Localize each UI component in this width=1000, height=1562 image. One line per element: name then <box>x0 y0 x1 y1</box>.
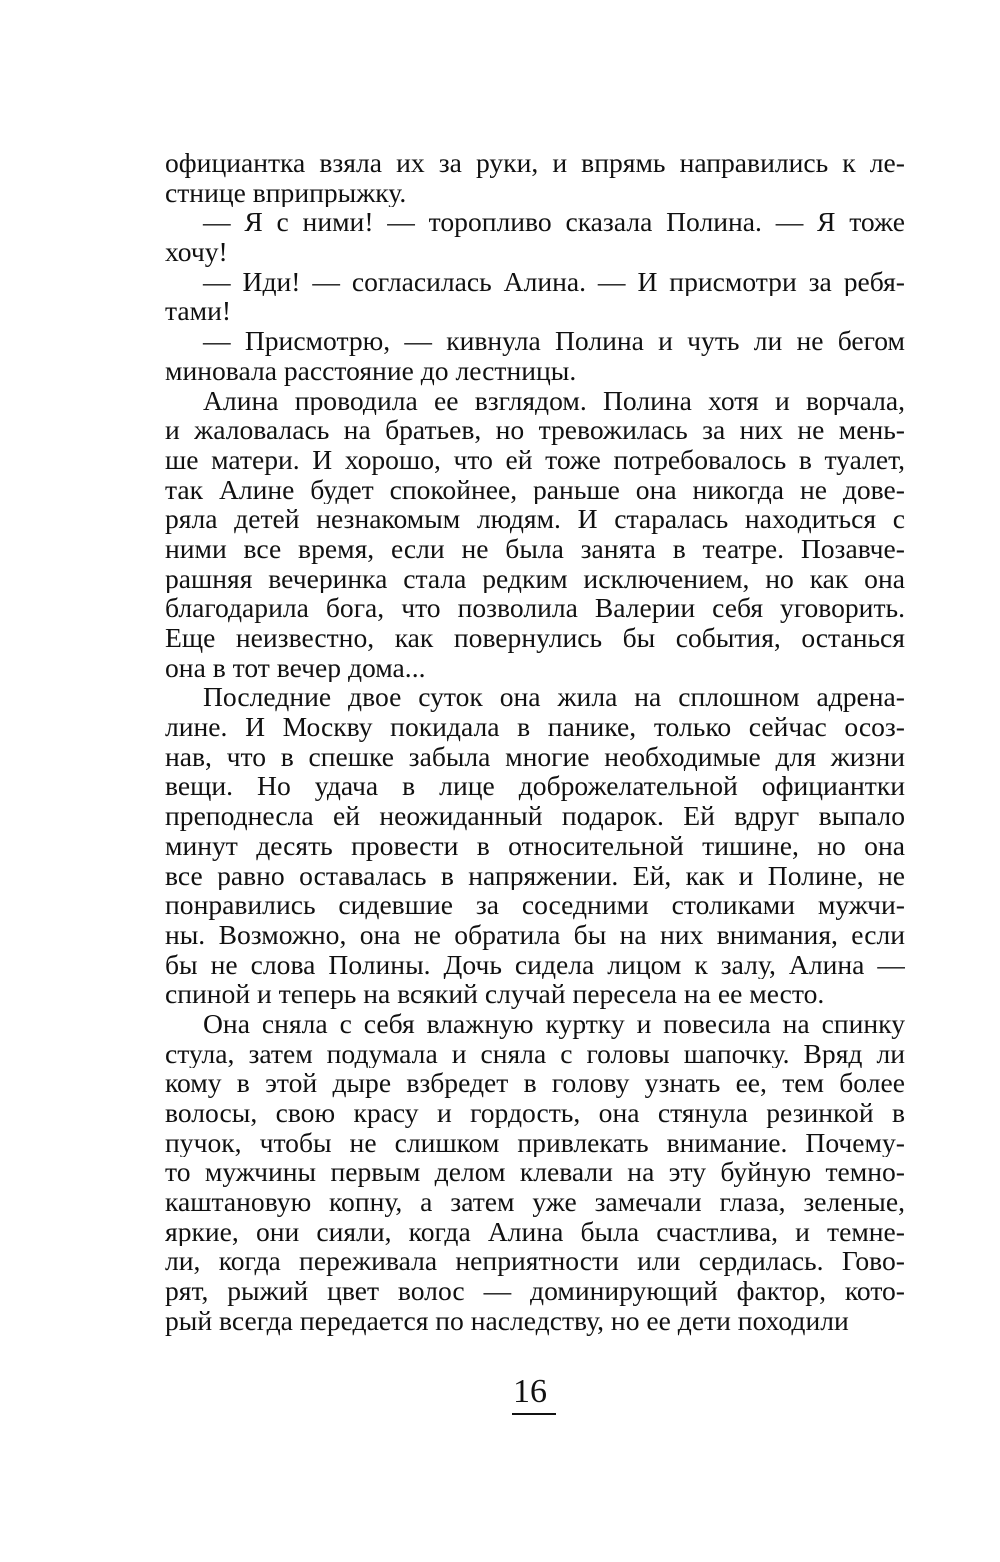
text-line: ше матери. И хорошо, что ей тоже потребовалось в туалет, <box>165 444 905 475</box>
text-line: рашняя вечеринка стала редким исключением, но как она <box>165 563 905 594</box>
text-line: так Алине будет спокойнее, раньше она никогда не дове- <box>165 474 905 505</box>
text-line: — Я с ними! — торопливо сказала Полина. — Я тоже <box>203 207 905 238</box>
text-line: официантка взяла их за руки, и впрямь направились к ле- <box>165 148 905 178</box>
text-line: нав, что в спешке забыла многие необходимые для жизни <box>165 741 905 772</box>
text-line: рый всегда передается по наследству, но ее дети походили <box>165 1305 849 1336</box>
body-text <box>165 148 905 1336</box>
paragraph <box>165 386 905 683</box>
text-line: все равно оставалась в напряжении. Ей, как и Полине, не <box>165 860 905 891</box>
text-line: волосы, свою красу и гордость, она стянула резинкой в <box>165 1098 905 1128</box>
text-line: ли, когда переживала неприятности или сердилась. Гово- <box>165 1246 905 1277</box>
text-line: спиной и теперь на всякий случай пересела на ее место. <box>165 979 825 1009</box>
page-number-underline <box>512 1413 556 1415</box>
page-number: 16 <box>513 1373 547 1410</box>
text-line: вещи. Но удача в лице доброжелательной официантки <box>165 771 905 802</box>
text-line: Еще неизвестно, как повернулись бы события, останься <box>165 623 905 653</box>
text-line: миновала расстояние до лестницы. <box>165 355 577 386</box>
text-line: то мужчины первым делом клевали на эту буйную темно- <box>165 1157 905 1188</box>
text-line: стула, затем подумала и сняла с головы шапочку. Вряд ли <box>165 1038 905 1069</box>
text-line: преподнесла ей неожиданный подарок. Ей вдруг выпало <box>165 801 905 831</box>
paragraph <box>165 267 905 326</box>
text-line: благодарила бога, что позволила Валерии себя уговорить. <box>165 593 905 623</box>
text-line: каштановую копну, а затем уже замечали глаза, зеленые, <box>165 1187 905 1217</box>
paragraph <box>165 1009 905 1336</box>
paragraph <box>165 682 905 1009</box>
text-line: тами! <box>165 296 232 327</box>
text-line: минут десять провести в относительной тишине, но она <box>165 830 905 861</box>
text-line: Она сняла с себя влажную куртку и повесила на спинку <box>203 1008 905 1039</box>
paragraph <box>165 207 905 266</box>
text-line: Последние двое суток она жила на сплошном адрена- <box>203 682 905 713</box>
text-line: лине. И Москву покидала в панике, только сейчас осоз- <box>165 712 905 742</box>
text-line: яркие, они сияли, когда Алина была счастлива, и темне- <box>165 1216 905 1247</box>
text-line: и жаловалась на братьев, но тревожилась за них не мень- <box>165 415 905 445</box>
text-line: стнице вприпрыжку. <box>165 177 407 208</box>
text-line: рят, рыжий цвет волос — доминирующий фактор, кото- <box>165 1276 905 1306</box>
text-line: она в тот вечер дома... <box>165 652 426 683</box>
text-line: пучок, чтобы не слишком привлекать внимание. Почему- <box>165 1127 905 1158</box>
text-line: — Иди! — согласилась Алина. — И присмотри за ребя- <box>203 266 905 297</box>
text-line: — Присмотрю, — кивнула Полина и чуть ли не бегом <box>203 326 905 356</box>
text-line: ны. Возможно, она не обратила бы на них внимания, если <box>165 919 905 950</box>
text-line: ряла детей незнакомым людям. И старалась находиться с <box>165 504 905 534</box>
text-line: ними все время, если не была занята в театре. Позавче- <box>165 533 905 564</box>
paragraph <box>165 326 905 385</box>
text-line: бы не слова Полины. Дочь сидела лицом к залу, Алина — <box>165 949 905 980</box>
text-line: Алина проводила ее взглядом. Полина хотя и ворчала, <box>203 385 905 416</box>
text-line: кому в этой дыре взбредет в голову узнать ее, тем более <box>165 1068 905 1098</box>
text-line: хочу! <box>165 237 228 267</box>
text-line: понравились сидевшие за соседними столиками мужчи- <box>165 890 905 920</box>
paragraph <box>165 148 905 207</box>
